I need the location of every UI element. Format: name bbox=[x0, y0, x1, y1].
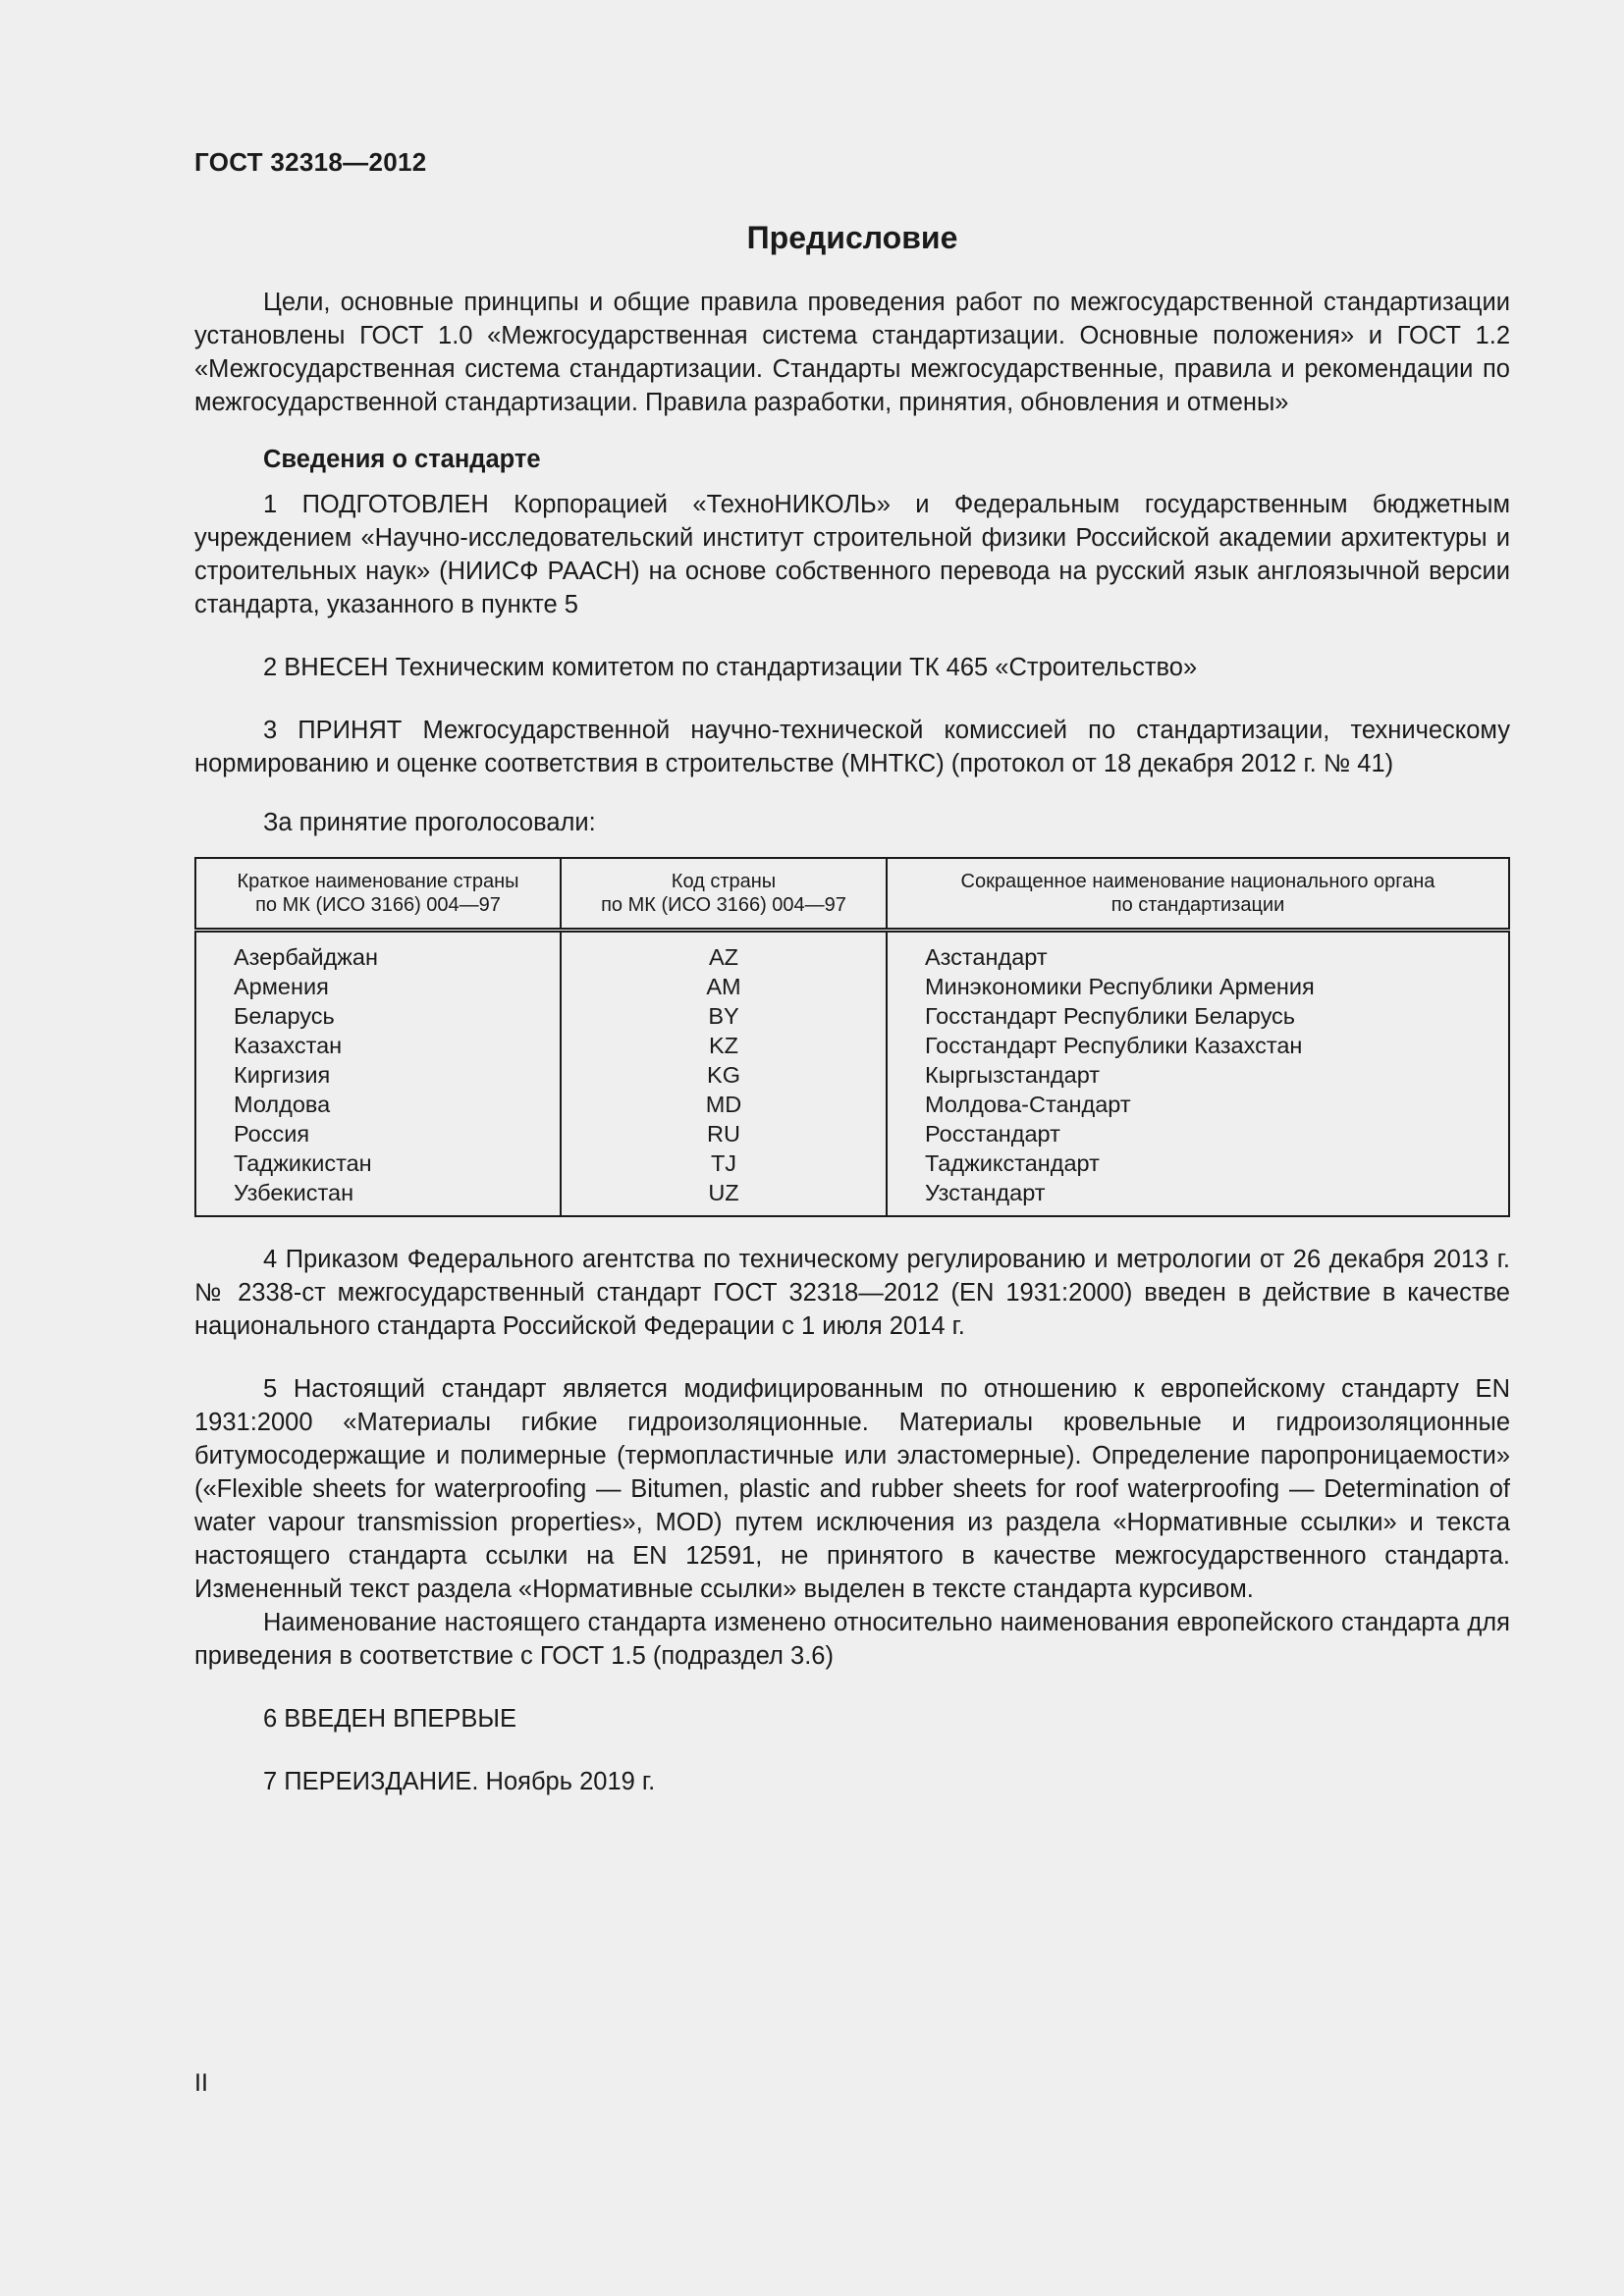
code-cell: KG bbox=[707, 1062, 740, 1088]
country-cell: Молдова bbox=[234, 1092, 331, 1117]
body-cell: Минэкономики Республики Армения bbox=[925, 974, 1315, 999]
country-cell: Россия bbox=[234, 1121, 310, 1147]
table-row bbox=[195, 931, 1509, 1217]
body-cell: Молдова-Стандарт bbox=[925, 1092, 1131, 1117]
country-cell: Беларусь bbox=[234, 1003, 335, 1029]
page-number: II bbox=[194, 2069, 208, 2097]
item-1-paragraph: 1 ПОДГОТОВЛЕН Корпорацией «ТехноНИКОЛЬ» и Федеральным государственным бюджетным учреждением «Научно-исследовательский институт строительной физики Российской академии архитектуры и строительных наук» (НИИСФ РААСН) на основе собственного перевода на русский язык англоязычной версии стандарта, указанного в пункте 5 bbox=[194, 491, 1510, 618]
country-cell: Таджикистан bbox=[234, 1150, 372, 1176]
body-cell: Азстандарт bbox=[925, 944, 1048, 970]
code-cell: RU bbox=[707, 1121, 740, 1147]
item-3-paragraph: 3 ПРИНЯТ Межгосударственной научно-технической комиссией по стандартизации, техническому нормированию и оценке соответствия в строительстве (МНТКС) (протокол от 18 декабря 2012 г. № 41) bbox=[194, 717, 1510, 777]
body-cell: Узстандарт bbox=[925, 1180, 1046, 1205]
body-cell: Таджикстандарт bbox=[925, 1150, 1100, 1176]
intro-paragraph: Цели, основные принципы и общие правила проведения работ по межгосударственной стандартизации установлены ГОСТ 1.0 «Межгосударственная система стандартизации. Основные положения» и ГОСТ 1.2 «Межгосударственная система стандартизации. Стандарты межгосударственные, правила и рекомендации по межгосударственной стандартизации. Правила разработки, принятия, обновления и отмены» bbox=[194, 289, 1510, 416]
voted-label: За принятие проголосовали: bbox=[263, 809, 596, 836]
table-header-row bbox=[195, 858, 1509, 931]
item-7-paragraph: 7 ПЕРЕИЗДАНИЕ. Ноябрь 2019 г. bbox=[263, 1768, 656, 1795]
country-column bbox=[195, 931, 561, 1217]
item-5-paragraph: 5 Настоящий стандарт является модифицированным по отношению к европейскому стандарту EN 1931:2000 «Материалы гибкие гидроизоляционные. Материалы кровельные и гидроизоляционные битумосодержащие и полимерные (термопластичные или эластомерные). Определение паропроницаемости» («Flexible sheets for waterproofing — Bitumen, plastic and rubber sheets for roof waterproofing — Determination of water vapour transmission properties», MOD) путем исключения из раздела «Нормативные ссылки» и текста настоящего стандарта ссылки на EN 12591, не принятого в качестве межгосударственного стандарта. Измененный текст раздела «Нормативные ссылки» выделен в тексте стандарта курсивом. bbox=[194, 1375, 1510, 1603]
item-6-paragraph: 6 ВВЕДЕН ВПЕРВЫЕ bbox=[263, 1705, 517, 1733]
body-cell: Росстандарт bbox=[925, 1121, 1060, 1147]
item-2-paragraph: 2 ВНЕСЕН Техническим комитетом по стандартизации ТК 465 «Строительство» bbox=[263, 654, 1198, 681]
code-cell: BY bbox=[708, 1003, 739, 1029]
code-cell: TJ bbox=[710, 1150, 737, 1176]
country-cell: Азербайджан bbox=[234, 944, 378, 970]
code-cell: AM bbox=[706, 974, 741, 999]
country-cell: Казахстан bbox=[234, 1033, 343, 1058]
info-heading: Сведения о стандарте bbox=[263, 446, 541, 473]
country-cell: Узбекистан bbox=[234, 1180, 354, 1205]
voting-table bbox=[194, 857, 1510, 1217]
code-cell: KZ bbox=[708, 1033, 739, 1058]
header-code: Код страны по МК (ИСО 3166) 004—97 bbox=[561, 858, 887, 931]
country-cell: Киргизия bbox=[234, 1062, 331, 1088]
body-column bbox=[887, 931, 1509, 1217]
country-cell: Армения bbox=[234, 974, 329, 999]
page-title: Предисловие bbox=[746, 220, 958, 255]
code-cell: UZ bbox=[708, 1180, 739, 1205]
document-id: ГОСТ 32318—2012 bbox=[194, 147, 427, 177]
item-5-note-paragraph: Наименование настоящего стандарта изменено относительно наименования европейского стандарта для приведения в соответствие с ГОСТ 1.5 (подраздел 3.6) bbox=[194, 1609, 1510, 1670]
code-cell: MD bbox=[705, 1092, 742, 1117]
document-body bbox=[194, 220, 1510, 1798]
body-cell: Госстандарт Республики Беларусь bbox=[925, 1003, 1296, 1029]
header-country: Краткое наименование страны по МК (ИСО 3166) 004—97 bbox=[195, 858, 561, 931]
body-cell: Госстандарт Республики Казахстан bbox=[925, 1033, 1303, 1058]
code-column bbox=[561, 931, 887, 1217]
header-body: Сокращенное наименование национального органа по стандартизации bbox=[887, 858, 1509, 931]
code-cell: AZ bbox=[708, 944, 739, 970]
item-4-paragraph: 4 Приказом Федерального агентства по техническому регулированию и метрологии от 26 декабря 2013 г. № 2338-ст межгосударственный стандарт ГОСТ 32318—2012 (EN 1931:2000) введен в действие в качестве национального стандарта Российской Федерации с 1 июля 2014 г. bbox=[194, 1246, 1510, 1340]
body-cell: Кыргызстандарт bbox=[925, 1062, 1101, 1088]
